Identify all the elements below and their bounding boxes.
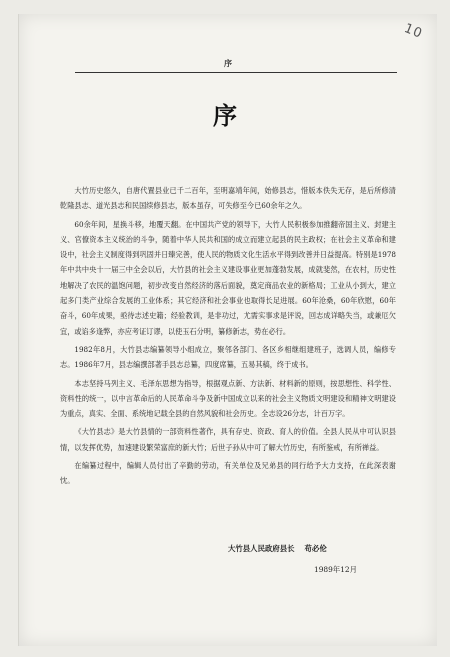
paragraph: 大竹历史悠久，自唐代置县业已千二百年，至明嘉靖年间，始修县志，惜版本佚失无存，是后所修清乾隆县志、道光县志和民国续修县志，版本虽存，可失修至今已60余年之久。 bbox=[60, 186, 396, 211]
running-head: 序 bbox=[224, 58, 232, 68]
paragraph: 1982年8月，大竹县志编纂领导小组成立，聚邻各部门、各区乡相继组建班子，选调人员，编修专志。1986年7月，县志编撰部著手县志总纂，四度席纂，五易其稿，终于成书。 bbox=[60, 344, 396, 370]
paragraph: 《大竹县志》是大竹县情的一部资料性著作，具有存史、资政、育人的价值。全县人民从中可认识县情，以发挥优势，加速建设繁荣富庶的新大竹；后世子孙从中可了解大竹历史，有所鉴戒，有所禅益。 bbox=[60, 427, 396, 452]
running-head-rule bbox=[75, 72, 397, 73]
paragraph: 本志坚持马列主义、毛泽东思想为指导，根据观点新、方法新、材料新的原则，按思想性、科学性、资料性的统一，以中言革命后的人民革命斗争及新中国成立以来的社会主义物质文明建设和精神文明建设为重点，真实、全面、系统地记载全县的自然风貌和社会历史。全志设26分志，计百万字。 bbox=[60, 378, 396, 419]
preface-title: 序 bbox=[213, 101, 237, 130]
paragraph: 在编纂过程中，编辑人员付出了辛勤的劳动，有关单位及兄弟县的同行给予大力支持，在此深表谢忱。 bbox=[60, 461, 396, 486]
paragraph: 60余年间，星换斗移，地覆天翻。在中国共产党的领导下，大竹人民积极参加推翻帝国主义、封建主义、官僚资本主义统治的斗争，随着中华人民共和国的成立而建立起县的民主政权；在社会主义革命和建设中，社会主义制度得到巩固并日臻完善，使人民的物质文化生活水平得到改善并日益提高。特别是1978年中共中央十一届三中全会以后，大竹县的社会主义建设事业更加蓬勃发展，成就斐然，在农村，历史性地解决了农民的温饱问题，初步改变自然经济的落后面貌，奠定商品农业的新格局；工业从小到大，建立起多门类产业综合发展的工业体系；其它经济和社会事业也取得长足进展。60年沧桑，60年欣慰，60年奋斗，60年成果，亟待志述史籍；经验教训，是非功过，尤需实事求是评说，回志成详略失当，或兼厄欠宜，或谄多逢弊，亦应考证订谬，以使玉石分明，纂修新志，势在必行。 bbox=[60, 219, 396, 336]
handwritten-page-number: 10 bbox=[402, 21, 426, 42]
signature-line bbox=[228, 543, 408, 554]
signatory-title: 大竹县人民政府县长 bbox=[228, 544, 295, 553]
preface-body bbox=[60, 183, 396, 492]
signatory-name: 苟必伦 bbox=[304, 544, 327, 553]
preface-date: 1989年12月 bbox=[314, 565, 357, 574]
